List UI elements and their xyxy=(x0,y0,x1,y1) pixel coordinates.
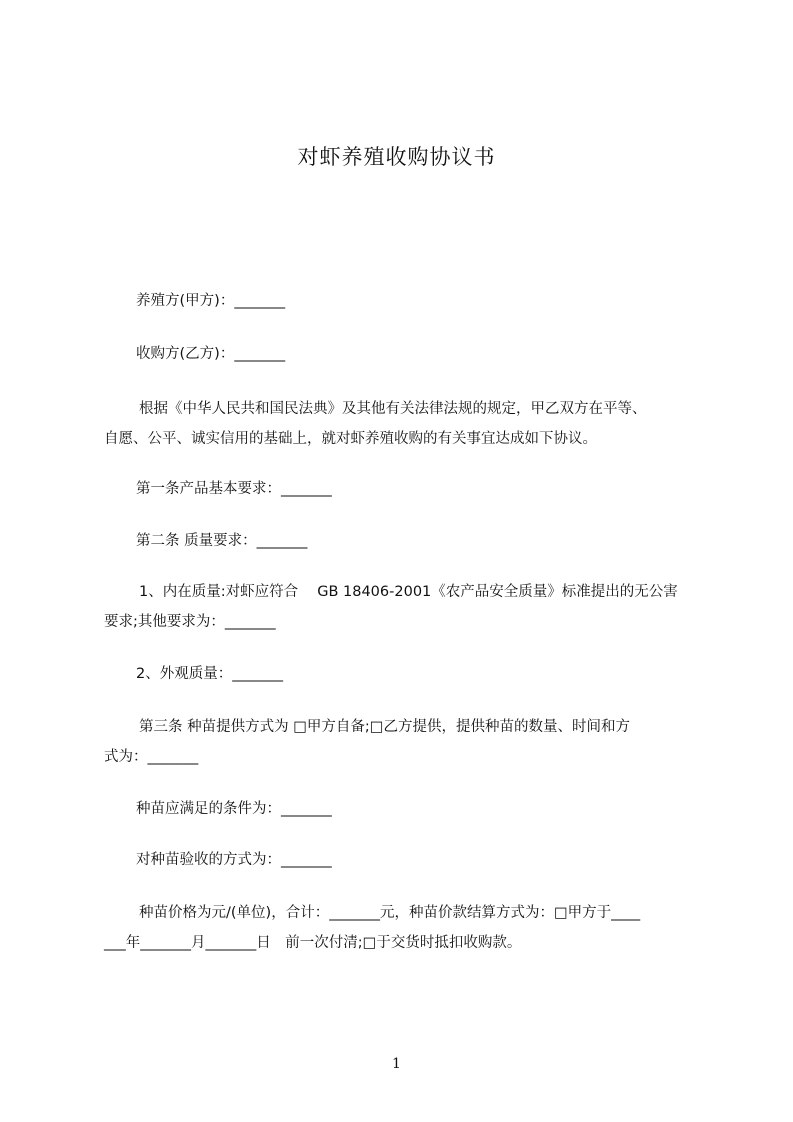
text-line: 式为：_______ xyxy=(104,749,199,765)
document-title: 对虾养殖收购协议书 xyxy=(297,145,496,169)
article-3-paragraph xyxy=(104,712,704,772)
article-2-paragraph xyxy=(104,526,736,556)
text-line: 自愿、公平、诚实信用的基础上，就对虾养殖收购的有关事宜达成如下协议。 xyxy=(104,431,597,447)
text-line: 收购方(乙方)：_______ xyxy=(136,346,286,362)
text-line: 2、外观质量：_______ xyxy=(136,666,283,682)
text-line: 养殖方(甲方)：_______ xyxy=(136,293,286,309)
text-line: 1、内在质量:对虾应符合 GB 18406-2001《农产品安全质量》标准提出的无公害 xyxy=(139,584,678,600)
text-line: 种苗应满足的条件为：_______ xyxy=(136,801,332,817)
text-line: 对种苗验收的方式为：_______ xyxy=(136,852,332,868)
article-1-paragraph xyxy=(104,474,736,504)
page-number: 1 xyxy=(392,1056,401,1072)
text-line: 种苗价格为元/(单位)，合计：_______元，种苗价款结算方式为：□甲方于____ xyxy=(139,905,641,921)
seedling-acceptance-paragraph xyxy=(104,845,736,875)
text-line: 要求;其他要求为：_______ xyxy=(104,614,276,630)
seedling-price-paragraph xyxy=(104,898,704,958)
appearance-quality-paragraph xyxy=(104,659,736,689)
text-line: ___年_______月_______日 前一次付清;□于交货时抵扣收购款。 xyxy=(104,935,522,951)
text-line: 第三条 种苗提供方式为 □甲方自备;□乙方提供，提供种苗的数量、时间和方 xyxy=(139,719,631,735)
preamble-paragraph xyxy=(104,394,704,454)
internal-quality-paragraph xyxy=(104,577,704,637)
text-line: 第一条产品基本要求：_______ xyxy=(136,481,332,497)
farmer-party-line xyxy=(104,286,736,316)
seedling-conditions-paragraph xyxy=(104,794,736,824)
buyer-party-line xyxy=(104,339,736,369)
text-line: 根据《中华人民共和国民法典》及其他有关法律法规的规定，甲乙双方在平等、 xyxy=(139,401,647,417)
text-line: 第二条 质量要求：_______ xyxy=(136,533,308,549)
